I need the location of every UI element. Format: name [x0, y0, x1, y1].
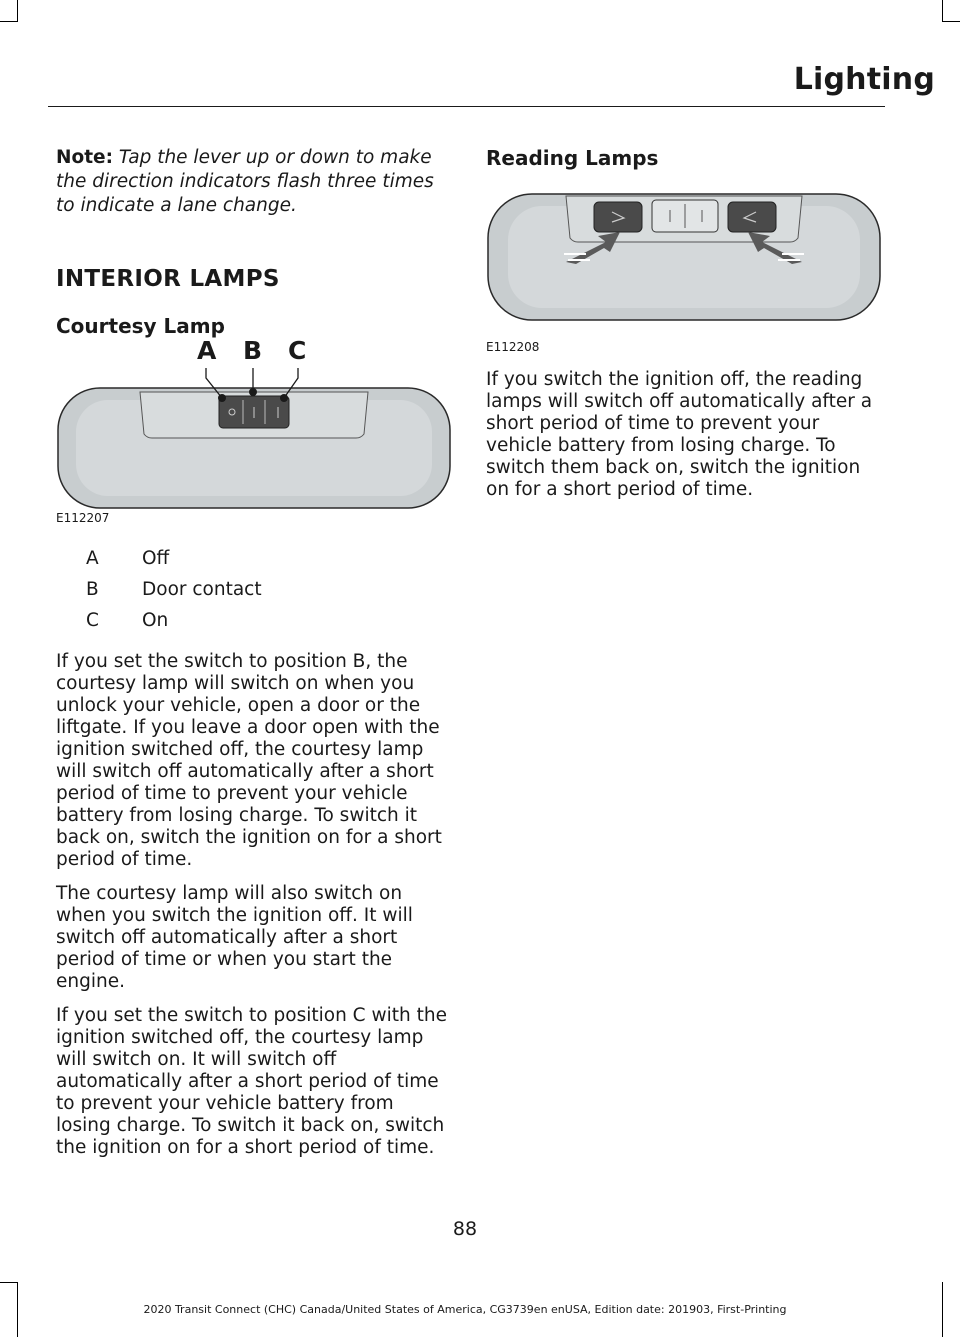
- right-column: [486, 146, 880, 170]
- legend-key: A: [86, 548, 99, 569]
- figure-code: E112208: [486, 340, 540, 354]
- crop-mark: [0, 21, 18, 22]
- section-heading: INTERIOR LAMPS: [56, 266, 280, 292]
- crop-mark: [0, 1282, 18, 1283]
- edition-footer: 2020 Transit Connect (CHC) Canada/United States of America, CG3739en enUSA, Edition date: 201903, First-Printing: [143, 1303, 787, 1316]
- paragraph: If you set the switch to position B, the courtesy lamp will switch on when you unlock your vehicle, open a door or the liftgate. If you leave a door open with the ignition switched off, the courtesy lamp will switch off automatically after a short period of time to prevent your vehicle battery from losing charge. To switch it back on, switch the ignition on for a short period of time.: [56, 651, 442, 870]
- legend-key: C: [86, 610, 99, 631]
- legend-value: Off: [142, 548, 170, 569]
- legend-value: On: [142, 610, 169, 631]
- crop-mark: [17, 0, 18, 22]
- left-column: [56, 146, 450, 338]
- paragraph: If you set the switch to position C with the ignition switched off, the courtesy lamp will switch on. It will switch off automatically after a short period of time to prevent your vehicle battery from losing charge. To switch it back on, switch the ignition on for a short period of time.: [56, 1005, 447, 1158]
- legend: [56, 548, 450, 638]
- callout-b: B: [243, 336, 263, 365]
- subsection-heading-reading: Reading Lamps: [486, 146, 659, 170]
- callout-a: A: [197, 336, 217, 365]
- courtesy-lamp-figure: [56, 334, 452, 530]
- reading-lamp-illustration: [486, 190, 882, 360]
- legend-value: Door contact: [142, 579, 262, 600]
- crop-mark: [942, 1282, 943, 1337]
- paragraph: If you switch the ignition off, the reading lamps will switch off automatically after a short period of time to prevent your vehicle battery from losing charge. To switch them back on, switch the ignition on for a short period of time.: [486, 369, 873, 500]
- header-divider: [48, 106, 885, 107]
- note: [56, 146, 450, 218]
- paragraph: The courtesy lamp will also switch on when you switch the ignition off. It will switch off automatically after a short period of time or when you start the engine.: [56, 883, 413, 992]
- page-number: 88: [452, 1218, 478, 1240]
- callout-c: C: [288, 336, 307, 365]
- note-text: Tap the lever up or down to make the direction indicators flash three times to indicate a lane change.: [56, 147, 434, 216]
- left-paragraphs: [56, 651, 450, 1159]
- crop-mark: [942, 0, 943, 22]
- note-label: Note:: [56, 147, 113, 168]
- figure-code: E112207: [56, 511, 110, 525]
- subsection-heading-courtesy: Courtesy Lamp: [56, 314, 225, 338]
- reading-lamp-figure: [486, 190, 882, 360]
- legend-key: B: [86, 579, 99, 600]
- page-title: Lighting: [793, 62, 935, 97]
- crop-mark: [942, 21, 960, 22]
- right-paragraphs: [486, 369, 880, 501]
